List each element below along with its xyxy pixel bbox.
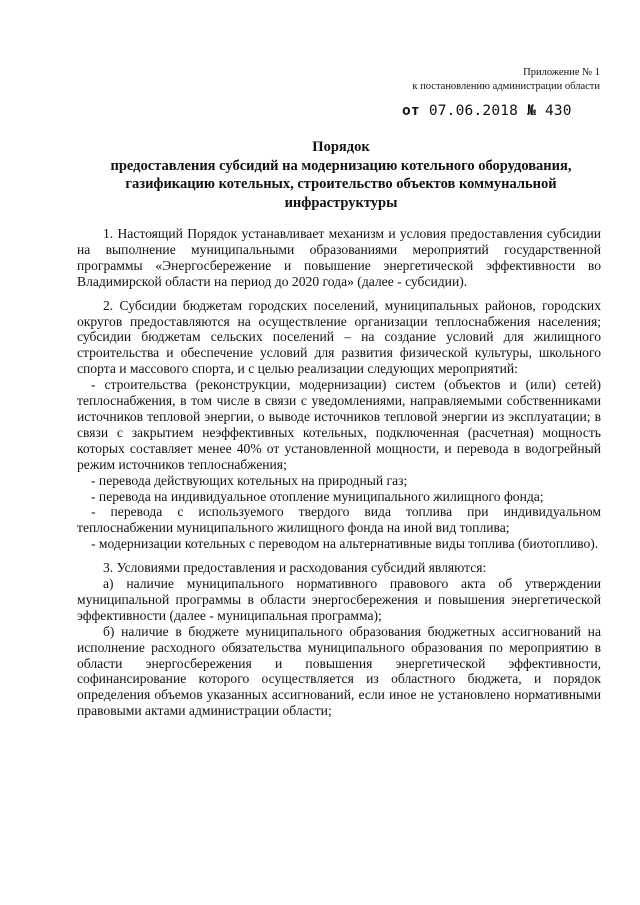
title-line-2: предоставления субсидий на модернизацию котельного оборудования,: [110, 157, 572, 174]
document-body: [77, 226, 601, 719]
list-item-1: - строительства (реконструкции, модернизации) систем (объектов и (или) сетей) теплоснабжения, в том числе в связи с уведомлениями, направляемыми собственниками источников тепловой энергии, о выводе источников тепловой энергии из эксплуатации; в связи с закрытием неэффективных котельных, подключенная (расчетная) мощность которых составляет менее 40% от установленной мощности, и перевода в водогрейный режим источников теплоснабжения;: [77, 377, 601, 472]
list-item-5: - модернизации котельных с переводом на альтернативные виды топлива (биотопливо).: [91, 536, 599, 552]
paragraph-3: 3. Условиями предоставления и расходования субсидий являются:: [103, 560, 487, 576]
list-item-4: - перевода с используемого твердого вида топлива при индивидуальном теплоснабжении муниципального жилищного фонда на иной вид топлива;: [77, 504, 601, 536]
paragraph-3a: а) наличие муниципального нормативного правового акта об утверждении муниципальной программы в области энергосбережения и повышения энергетической эффективности (далее - муниципальная программа);: [77, 576, 601, 623]
stamp-prefix: от: [402, 103, 420, 119]
decree-stamp: [402, 103, 572, 119]
list-item-3: - перевода на индивидуальное отопление муниципального жилищного фонда;: [91, 488, 544, 504]
paragraph-2: 2. Субсидии бюджетам городских поселений, муниципальных районов, городских округов предоставляются на осуществление организации теплоснабжения населения; субсидии бюджетам сельских поселений – на создание условий для жилищного строительства и обеспечение условий для развития физической культуры, школьного спорта и массового спорта, и с целью реализации следующих мероприятий:: [77, 297, 601, 377]
title-line-3: газификацию котельных, строительство объектов коммунальной: [125, 176, 557, 192]
title-line-1: Порядок: [312, 139, 370, 155]
stamp-date: 07.06.2018: [428, 103, 519, 119]
appendix-note: [380, 66, 600, 94]
stamp-number-sign: №: [527, 103, 536, 119]
stamp-number: 430: [544, 103, 572, 119]
title-line-4: инфраструктуры: [284, 194, 398, 211]
list-item-2: - перевода действующих котельных на природный газ;: [91, 472, 408, 488]
appendix-reference: к постановлению администрации области: [412, 81, 600, 92]
paragraph-3b: б) наличие в бюджете муниципального образования бюджетных ассигнований на исполнение расходного обязательства муниципального образования по мероприятию в области энергосбережения и повышения энергетической эффективности, софинансирование которого осуществляется из областного бюджета, и порядок определения объемов указанных ассигнований, если иное не установлено нормативными правовыми актами администрации области;: [77, 623, 601, 719]
appendix-number: Приложение № 1: [523, 67, 600, 78]
document-title: [80, 138, 602, 212]
paragraph-1: 1. Настоящий Порядок устанавливает механизм и условия предоставления субсидии на выполнение муниципальными образованиями мероприятий государственной программы «Энергосбережение и повышение энергетической эффективности во Владимирской области на период до 2020 года» (далее - субсидии).: [77, 226, 601, 289]
